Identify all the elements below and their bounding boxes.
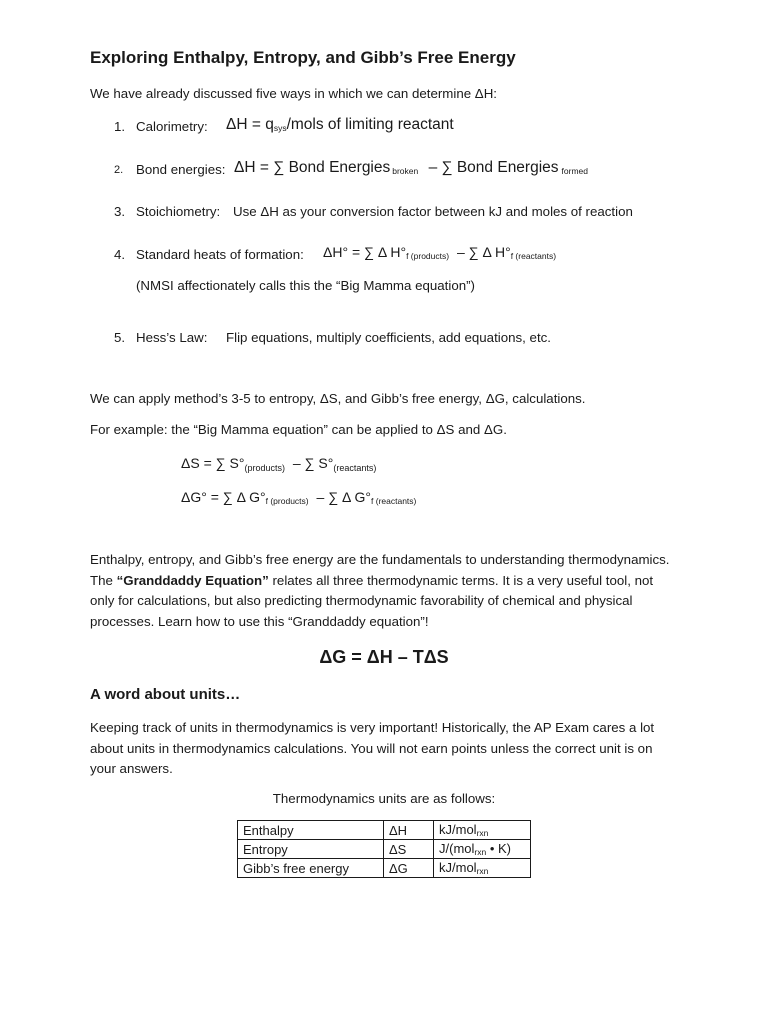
table-row [238,840,531,859]
equation-main: ΔH = q [226,116,274,133]
unit-suffix: • K) [486,841,511,856]
granddaddy-emphasis: “Granddaddy Equation” [116,572,269,588]
method-4-number: 4. [114,247,126,262]
equation-main: ΔH = ∑ Bond Energies [234,159,391,176]
unit-subscript: rxn [476,828,489,838]
equation-middle: – ∑ Bond Energies [428,159,559,176]
equation-subscript-reactants: (reactants) [333,463,377,473]
units-paragraph: Keeping track of units in thermodynamics is very important! Historically, the AP Exam cares a lot about units in thermodynamics calculations. You will not earn points unless the correct unit is on your answers. [90,720,655,776]
equation-subscript-formed: formed [561,166,588,176]
units-table [237,820,531,878]
method-3-number: 3. [114,204,126,219]
quantity-symbol: ΔH [384,821,434,840]
quantity-name: Gibb’s free energy [238,859,384,878]
equation-main: ΔG° = ∑ Δ G° [181,489,266,505]
equation-subscript-products: (products) [244,463,285,473]
quantity-name: Enthalpy [238,821,384,840]
equation-subscript-reactants: f (reactants) [371,496,417,506]
method-5-label: Hess’s Law: [136,330,208,345]
method-2-label: Bond energies: [136,162,226,177]
equation-subscript-products: f (products) [406,251,450,261]
equation-subscript: sys [273,123,287,133]
page-title: Exploring Enthalpy, Entropy, and Gibb’s Free Energy [90,48,516,67]
method-4-note: (NMSI affectionately calls this the “Big Mamma equation”) [136,278,475,293]
quantity-symbol: ΔS [384,840,434,859]
paragraph-text-after: relates all three thermodynamic terms. It is a very useful tool, not only for calculations, but also predicting thermodynamic favorability of chemical and physical processes. Learn how to use this “Granddaddy equation”! [90,572,654,629]
paragraph-text-before: Enthalpy, entropy, and Gibb’s free energy are the fundamentals to understanding thermodynamics. The [90,552,670,588]
equation-subscript-broken: broken [392,166,419,176]
unit-main: J/(mol [439,841,475,856]
method-1-equation [226,116,454,134]
quantity-unit [434,821,531,840]
unit-main: kJ/mol [439,860,477,875]
unit-subscript: rxn [476,866,489,876]
method-5-number: 5. [114,330,126,345]
method-5-text: Flip equations, multiply coefficients, add equations, etc. [226,330,551,345]
table-row [238,859,531,878]
quantity-unit [434,859,531,878]
equation-main: ΔH° = ∑ Δ H° [323,244,407,260]
method-4-label: Standard heats of formation: [136,247,304,262]
unit-subscript: rxn [474,847,487,857]
intro-text: We have already discussed five ways in which we can determine ΔH: [90,86,497,101]
table-row [238,821,531,840]
method-1-label: Calorimetry: [136,119,208,134]
fundamentals-paragraph [90,550,680,632]
quantity-symbol: ΔG [384,859,434,878]
method-4-equation [323,244,556,261]
granddaddy-equation: ΔG = ΔH – TΔS [319,647,449,667]
unit-main: kJ/mol [439,822,477,837]
quantity-name: Entropy [238,840,384,859]
method-3-text: Use ΔH as your conversion factor between kJ and moles of reaction [233,204,633,219]
units-caption: Thermodynamics units are as follows: [272,791,496,806]
equation-middle: – ∑ Δ G° [316,489,372,505]
method-1-number: 1. [114,119,126,134]
method-2-number: 2. [114,164,124,176]
equation-main: ΔS = ∑ S° [181,455,245,471]
equation-middle: – ∑ S° [292,455,334,471]
equation-subscript-products: f (products) [265,496,309,506]
equation-subscript-reactants: f (reactants) [510,251,557,261]
equation-rest: /mols of limiting reactant [286,116,454,133]
example-text: For example: the “Big Mamma equation” can be applied to ΔS and ΔG. [90,422,507,437]
apply-text: We can apply method’s 3-5 to entropy, ΔS, and Gibb’s free energy, ΔG, calculations. [90,391,586,406]
equation-middle: – ∑ Δ H° [456,244,511,260]
entropy-equation [181,455,376,473]
method-2-equation [234,159,588,177]
quantity-unit [434,840,531,859]
units-heading: A word about units… [90,686,241,703]
method-3-label: Stoichiometry: [136,204,221,219]
gibbs-equation [181,489,416,506]
